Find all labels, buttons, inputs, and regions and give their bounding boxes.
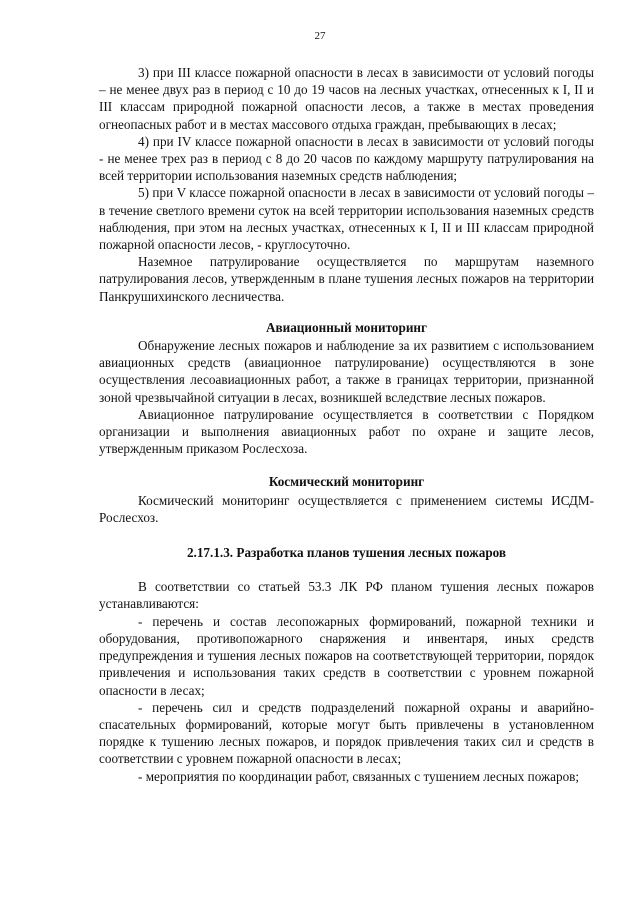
paragraph-ground-patrol: Наземное патрулирование осуществляется по маршрутам наземного патрулирования лесов, утвержденным в плане тушения лесных пожаров на территории Панкрушихинского лесничества. [99,254,594,304]
page-number: 27 [314,30,326,42]
paragraph-plans-item-3: - мероприятия по координации работ, связанных с тушением лесных пожаров; [138,768,580,784]
paragraph-plans-item-2: - перечень сил и средств подразделений пожарной охраны и аварийно-спасательных формирований, которые могут быть привлечены в установленном порядке к тушению лесных пожаров, и порядок привлечения таких сил и средств в соответствии с уровнем пожарной опасности в лесах; [99,699,594,767]
paragraph-class-5: 5) при V классе пожарной опасности в лесах в зависимости от условий погоды – в течение светлого времени суток на всей территории использования наземных средств наблюдения, при этом на лесных участках, отнесенных к I, II и III классам природной пожарной опасности лесов, - круглосуточно. [99,185,594,253]
heading-fire-plans: 2.17.1.3. Разработка планов тушения лесных пожаров [186,545,507,561]
paragraph-plans-intro: В соответствии со статьей 53.3 ЛК РФ планом тушения лесных пожаров устанавливаются: [99,579,594,612]
heading-aviation-monitoring: Авиационный мониторинг [265,319,428,335]
heading-space-monitoring: Космический мониторинг [268,474,425,490]
paragraph-class-3: 3) при III классе пожарной опасности в лесах в зависимости от условий погоды – не менее двух раз в период с 10 до 19 часов на лесных участках, отнесенных к I, II и III классам природной пожарной опасности лесов, а также в местах проведения огнеопасных работ и в местах массового отдыха граждан, пребывающих в лесах; [99,65,594,132]
paragraph-aviation-patrol: Авиационное патрулирование осуществляется в соответствии с Порядком организации и выполнения авиационных работ по охране и защите лесов, утвержденным приказом Рослесхоза. [99,406,594,457]
paragraph-space-monitoring: Космический мониторинг осуществляется с применением системы ИСДМ-Рослесхоз. [99,492,594,525]
paragraph-aviation-detection: Обнаружение лесных пожаров и наблюдение за их развитием с использованием авиационных средств (авиационное патрулирование) осуществляются в зоне осуществления лесоавиационных работ, а также в границах территории, признанной зоной чрезвычайной ситуации в лесах, возникшей вследствие лесных пожаров. [99,338,594,405]
paragraph-plans-item-1: - перечень и состав лесопожарных формирований, пожарной техники и оборудования, противопожарного снаряжения и инвентаря, иных средств предупреждения и тушения лесных пожаров на соответствующей территории, порядок привлечения и использования таких средств в соответствии с уровнем пожарной опасности в лесах; [99,613,594,698]
page-content [99,64,594,785]
paragraph-class-4: 4) при IV классе пожарной опасности в лесах в зависимости от условий погоды - не менее трех раз в период с 8 до 20 часов по каждому маршруту патрулирования на всей территории использования наземных средств наблюдения; [99,133,594,184]
